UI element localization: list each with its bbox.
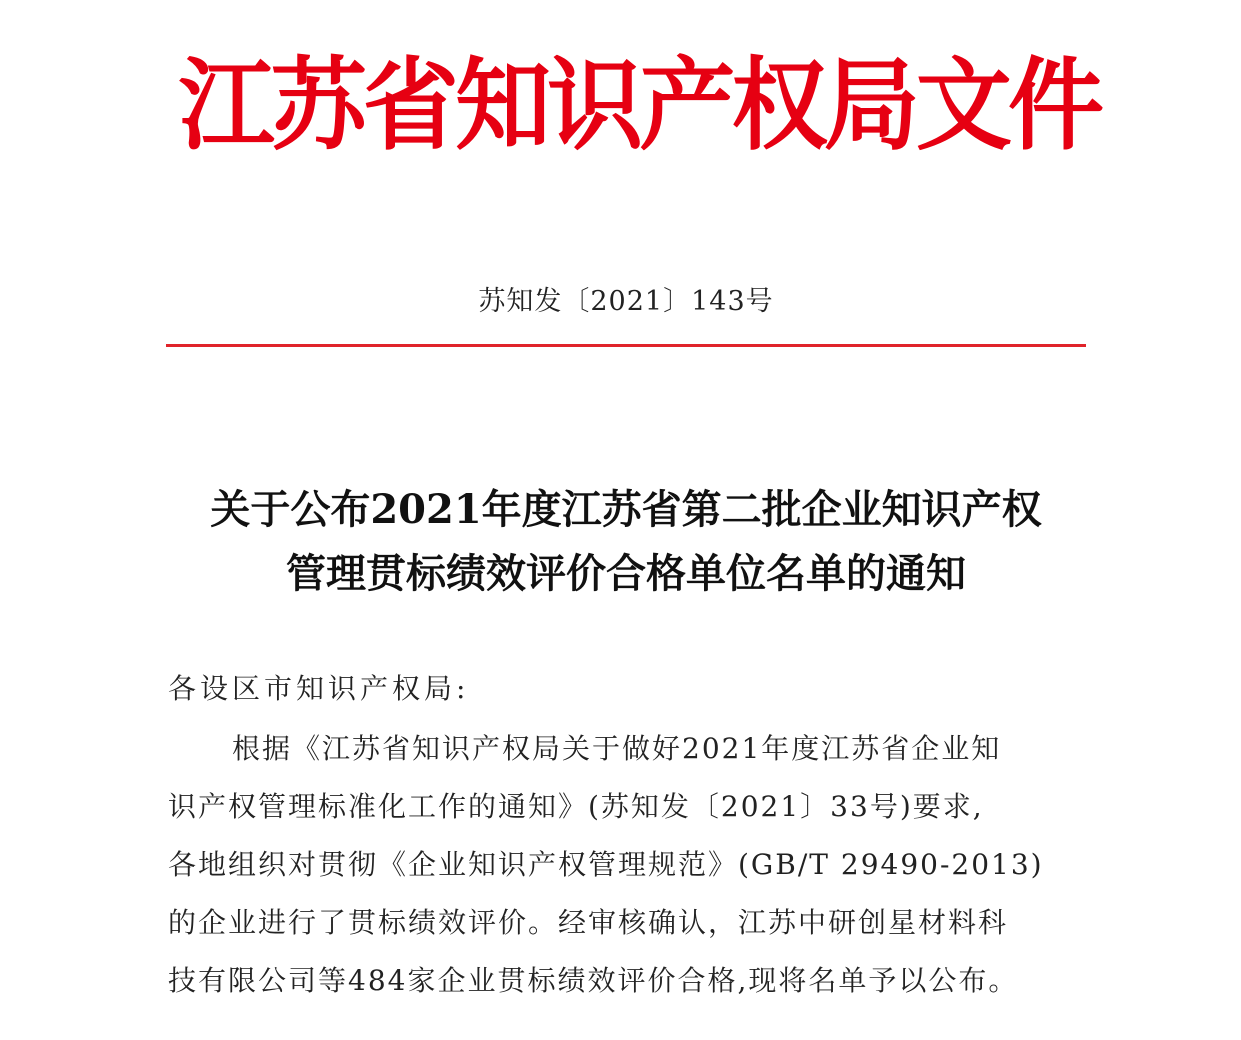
document-number: 苏知发〔2021〕143号 (478, 286, 774, 317)
notice-title-line-2: 管理贯标绩效评价合格单位名单的通知 (286, 550, 966, 597)
body-line-2: 识产权管理标准化工作的通知》(苏知发〔2021〕33号)要求, (168, 790, 984, 823)
notice-title-line-1: 关于公布2021年度江苏省第二批企业知识产权 (210, 486, 1042, 533)
salutation: 各设区市知识产权局: (168, 672, 470, 705)
body-paragraph (168, 720, 1084, 1010)
masthead-title: 江苏省知识产权局文件 (178, 46, 1101, 164)
body-line-4: 的企业进行了贯标绩效评价。经审核确认，江苏中研创星材料科 (168, 906, 1009, 939)
body-line-3: 各地组织对贯彻《企业知识产权管理规范》(GB/T 29490-2013) (168, 848, 1044, 881)
notice-title (160, 478, 1092, 606)
red-divider-line (166, 344, 1086, 347)
body-line-1: 根据《江苏省知识产权局关于做好2021年度江苏省企业知 (232, 732, 1002, 765)
body-line-5: 技有限公司等484家企业贯标绩效评价合格,现将名单予以公布。 (168, 964, 1019, 997)
